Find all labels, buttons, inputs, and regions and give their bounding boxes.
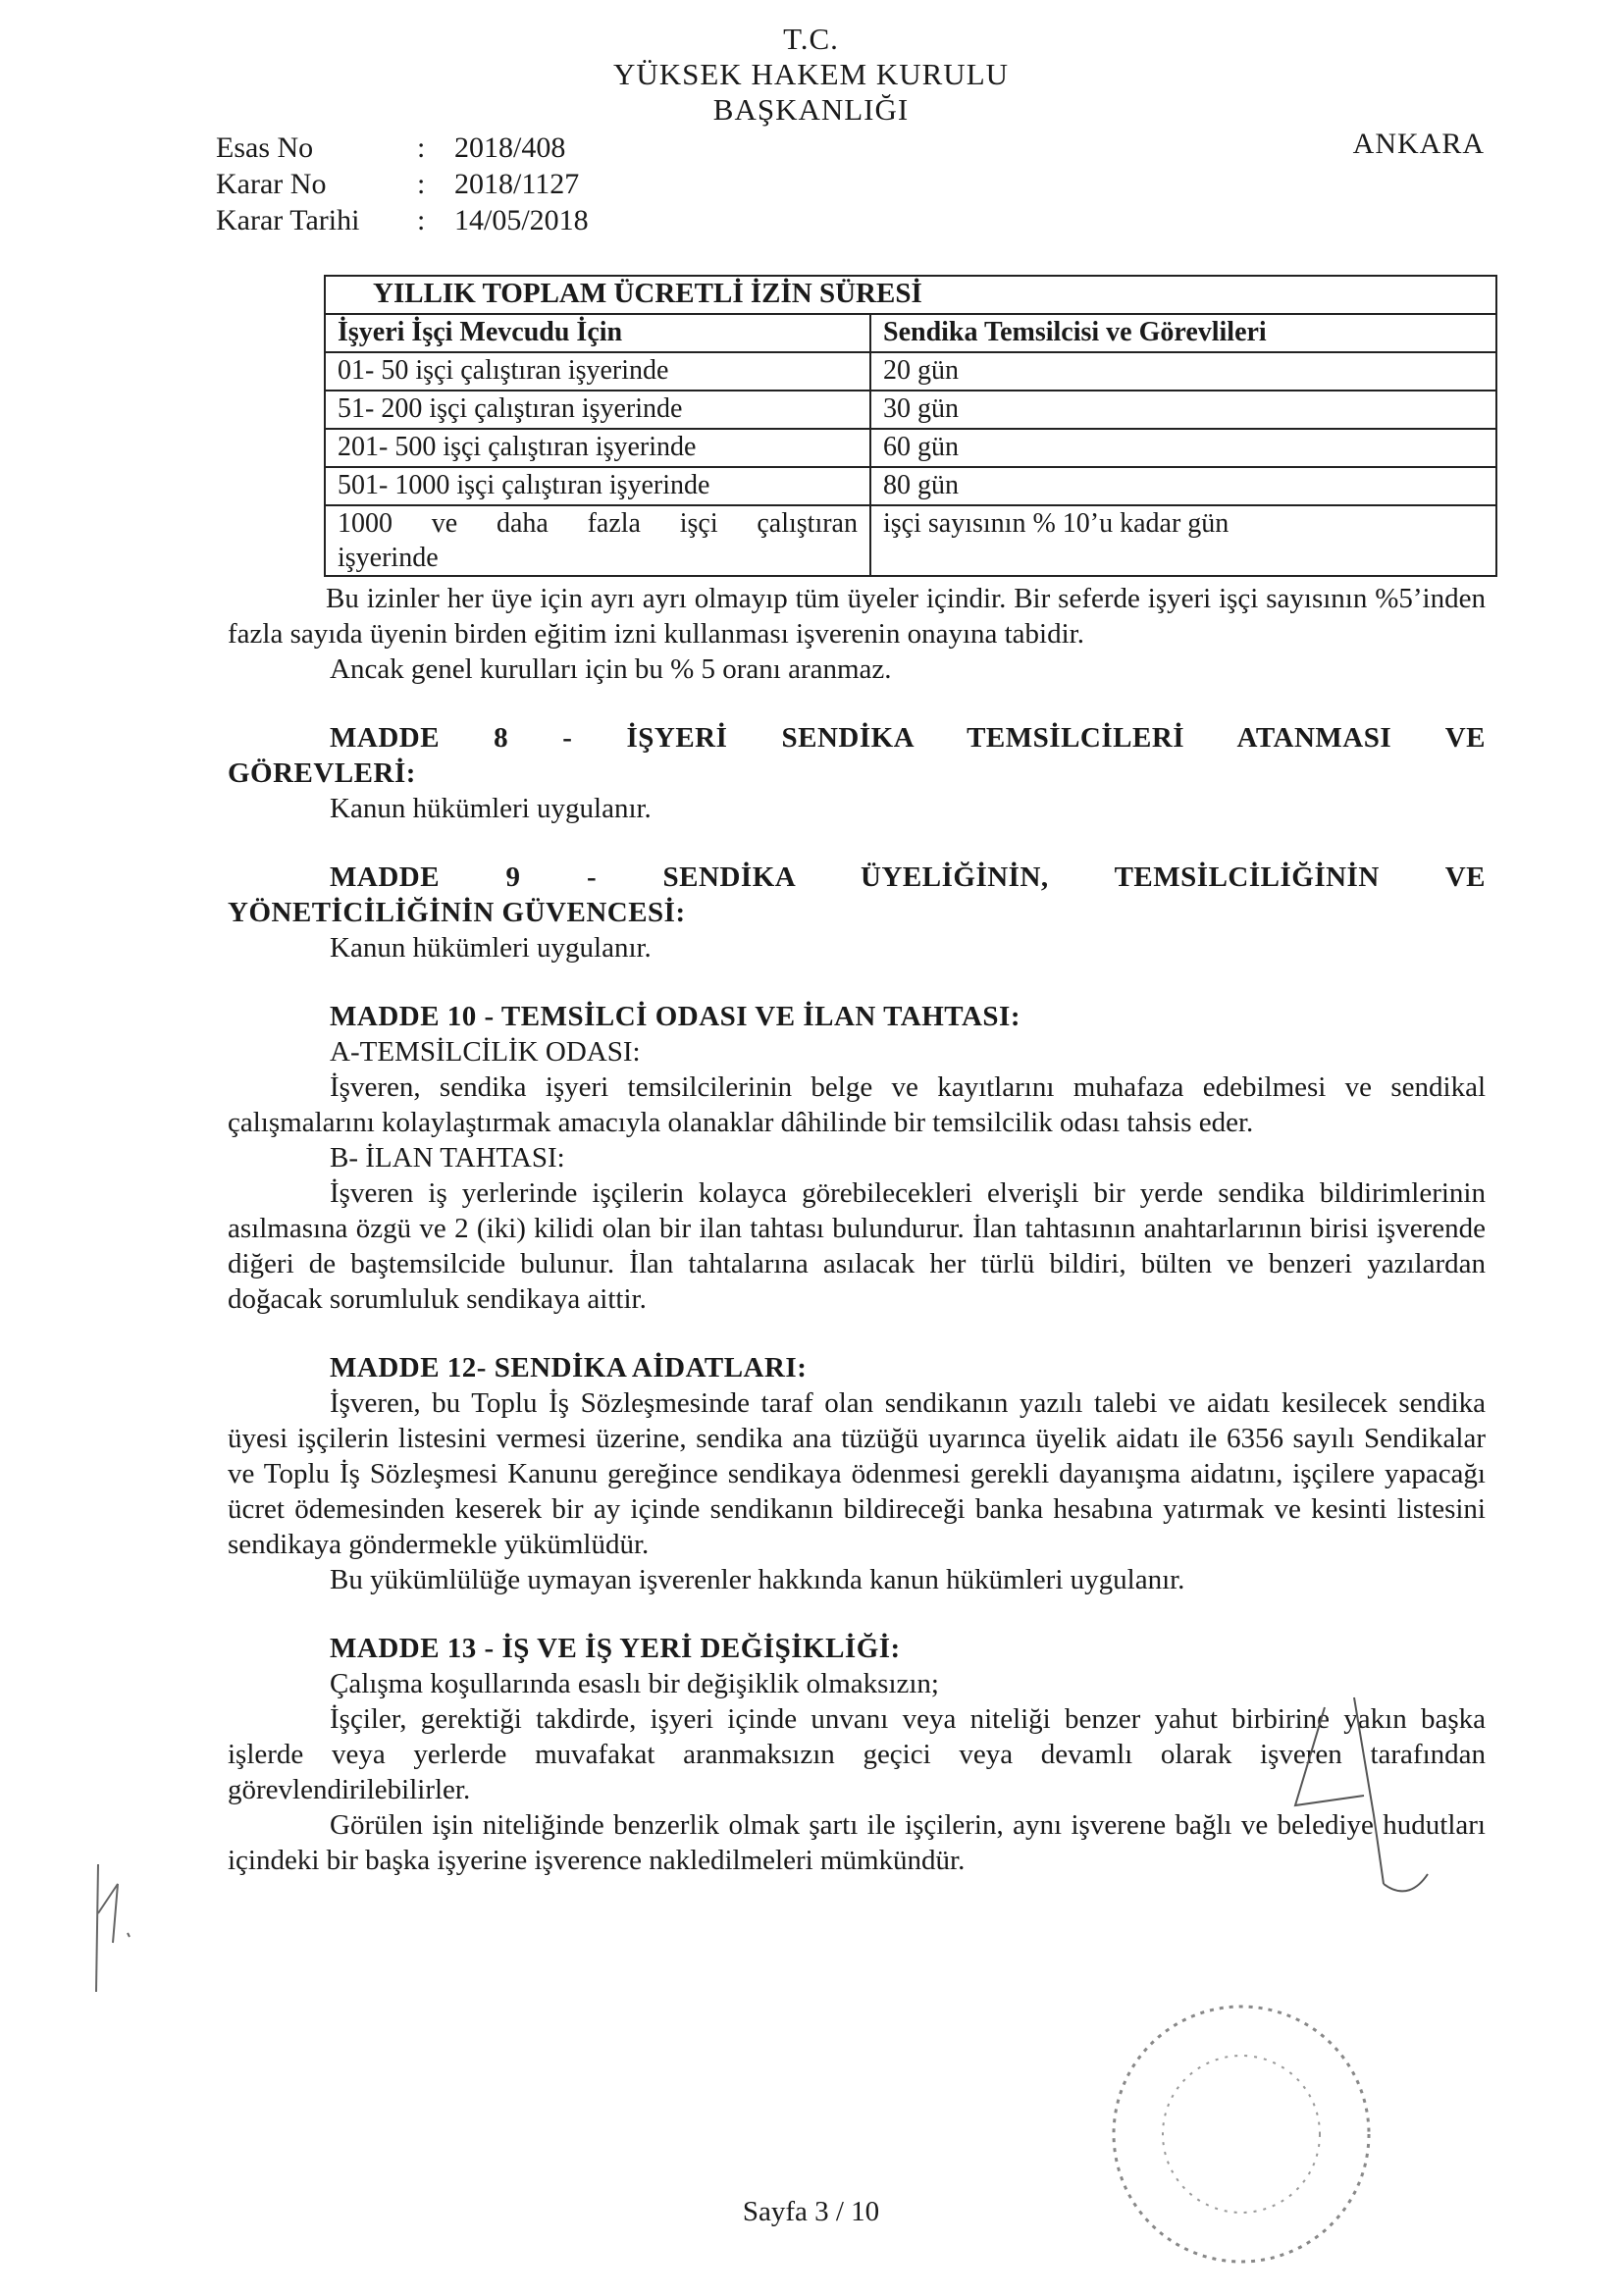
table-cell: işçi sayısının % 10’u kadar gün	[870, 505, 1496, 576]
table-row	[325, 352, 1496, 391]
header-tc: T.C.	[783, 22, 839, 56]
esas-value: 2018/408	[454, 131, 566, 164]
document-header	[0, 22, 1622, 128]
paragraph: Görülen işin niteliğinde benzerlik olmak şartı ile işçilerin, aynı işverene bağlı ve belediye hudutları içindeki bir başka işyerine işverence nakledilmeleri mümkündür.	[228, 1809, 1486, 1876]
article-9-heading-cont: YÖNETİCİLİĞİNİN GÜVENCESİ:	[228, 897, 686, 928]
article-8-heading: MADDE 8 - İŞYERİ SENDİKA TEMSİLCİLERİ ATANMASI VE	[330, 722, 1486, 754]
paragraph: Kanun hükümleri uygulanır.	[330, 932, 652, 964]
paragraph: İşveren, bu Toplu İş Sözleşmesinde taraf olan sendikanın yazılı talebi ve aidatı kesilecek sendika üyesi işçilerin listesini vermesi üzerine, sendika ana tüzüğü uyarınca üyelik aidatı ile 6356 sayılı Sendikalar ve Toplu İş Sözleşmesi Kanunu gereğince sendikaya ödenmesi gerekli dayanışma aidatını, işçilere yapacağı ücret ödemesinden keserek bir ay içinde sendikanın bildireceği banka hesabına yatırmak ve kesinti listesini sendikaya göndermekle yükümlüdür.	[228, 1387, 1486, 1560]
page-number: Sayfa 3 / 10	[742, 2196, 880, 2227]
table-cell-line: 1000 ve daha fazla işçi çalıştıran	[338, 508, 858, 539]
subheading: B- İLAN TAHTASI:	[330, 1142, 565, 1174]
table-row	[325, 467, 1496, 505]
table-row	[325, 505, 1496, 576]
table-header-row	[325, 314, 1496, 352]
table-cell: 60 gün	[870, 429, 1496, 467]
paragraph: İşveren, sendika işyeri temsilcilerinin belge ve kayıtlarını muhafaza edebilmesi ve sendikal çalışmalarını kolaylaştırmak amacıyla olanaklar dâhilinde bir temsilcilik odası tahsis eder.	[228, 1071, 1486, 1138]
table-cell: 201- 500 işçi çalıştıran işyerinde	[325, 429, 870, 467]
tarih-label: Karar Tarihi	[216, 204, 360, 236]
document-body	[228, 581, 1486, 1878]
article-12-heading: MADDE 12- SENDİKA AİDATLARI:	[330, 1352, 808, 1383]
esas-label: Esas No	[216, 131, 314, 164]
table-cell: 01- 50 işçi çalıştıran işyerinde	[325, 352, 870, 391]
paragraph: Bu izinler her üye için ayrı ayrı olmayıp tüm üyeler içindir. Bir seferde işyeri işçi sayısının %5’inden fazla sayıda üyenin birden eğitim izni kullanması işverenin onayına tabidir.	[228, 583, 1486, 650]
subheading: A-TEMSİLCİLİK ODASI:	[330, 1036, 641, 1068]
margin-initial-scribble	[69, 1854, 147, 2002]
colon: :	[417, 168, 426, 200]
paragraph: Bu yükümlülüğe uymayan işverenler hakkında kanun hükümleri uygulanır.	[330, 1564, 1185, 1595]
meta-row-karar	[216, 166, 589, 202]
city: ANKARA	[1352, 128, 1485, 160]
table-cell: 51- 200 işçi çalıştıran işyerinde	[325, 391, 870, 429]
table-cell: 80 gün	[870, 467, 1496, 505]
table-cell: 30 gün	[870, 391, 1496, 429]
colon: :	[417, 131, 426, 164]
table-cell: 501- 1000 işçi çalıştıran işyerinde	[325, 467, 870, 505]
column-header-workforce: İşyeri İşçi Mevcudu İçin	[325, 314, 870, 352]
article-8-heading-cont: GÖREVLERİ:	[228, 757, 416, 789]
paragraph: İşçiler, gerektiği takdirde, işyeri içinde unvanı veya niteliği benzer yahut birbirine yakın başka işlerde veya yerlerde muvafakat aranmaksızın geçici veya devamlı olarak işveren tarafından görevlendirilebilirler.	[228, 1703, 1486, 1805]
table-title: YILLIK TOPLAM ÜCRETLİ İZİN SÜRESİ	[325, 276, 1496, 314]
article-10-heading: MADDE 10 - TEMSİLCİ ODASI VE İLAN TAHTASI:	[330, 1001, 1020, 1032]
table-cell-line: işyerinde	[338, 543, 439, 573]
article-13-heading: MADDE 13 - İŞ VE İŞ YERİ DEĞİŞİKLİĞİ:	[330, 1633, 901, 1664]
paragraph: Ancak genel kurulları için bu % 5 oranı aranmaz.	[330, 653, 892, 685]
paragraph: Çalışma koşullarında esaslı bir değişiklik olmaksızın;	[330, 1668, 939, 1699]
tarih-value: 14/05/2018	[454, 204, 589, 236]
official-seal-stamp	[1079, 1972, 1403, 2296]
table-cell	[325, 505, 870, 576]
header-institution: YÜKSEK HAKEM KURULU	[612, 57, 1010, 91]
table-row	[325, 391, 1496, 429]
meta-row-tarih	[216, 202, 589, 238]
karar-label: Karar No	[216, 168, 327, 200]
header-presidency: BAŞKANLIĞI	[712, 92, 910, 127]
leave-duration-table	[324, 275, 1497, 577]
case-meta	[216, 130, 589, 238]
article-9-heading: MADDE 9 - SENDİKA ÜYELİĞİNİN, TEMSİLCİLİĞİNİN VE	[330, 861, 1486, 893]
table-row	[325, 429, 1496, 467]
table-cell: 20 gün	[870, 352, 1496, 391]
meta-row-esas	[216, 130, 589, 166]
colon: :	[417, 204, 426, 236]
column-header-representatives: Sendika Temsilcisi ve Görevlileri	[870, 314, 1496, 352]
paragraph: İşveren iş yerlerinde işçilerin kolayca görebilecekleri elverişli bir yerde sendika bildirimlerinin asılmasına özgü ve 2 (iki) kilidi olan bir ilan tahtası bulundurur. İlan tahtasının anahtarlarının birisi işverende diğeri de baştemsilcide bulunur. İlan tahtalarına asılacak her türlü bildiri, bülten ve benzeri yazılardan doğacak sorumluluk sendikaya aittir.	[228, 1177, 1486, 1315]
table-title-row	[325, 276, 1496, 314]
karar-value: 2018/1127	[454, 168, 580, 200]
paragraph: Kanun hükümleri uygulanır.	[330, 793, 652, 824]
